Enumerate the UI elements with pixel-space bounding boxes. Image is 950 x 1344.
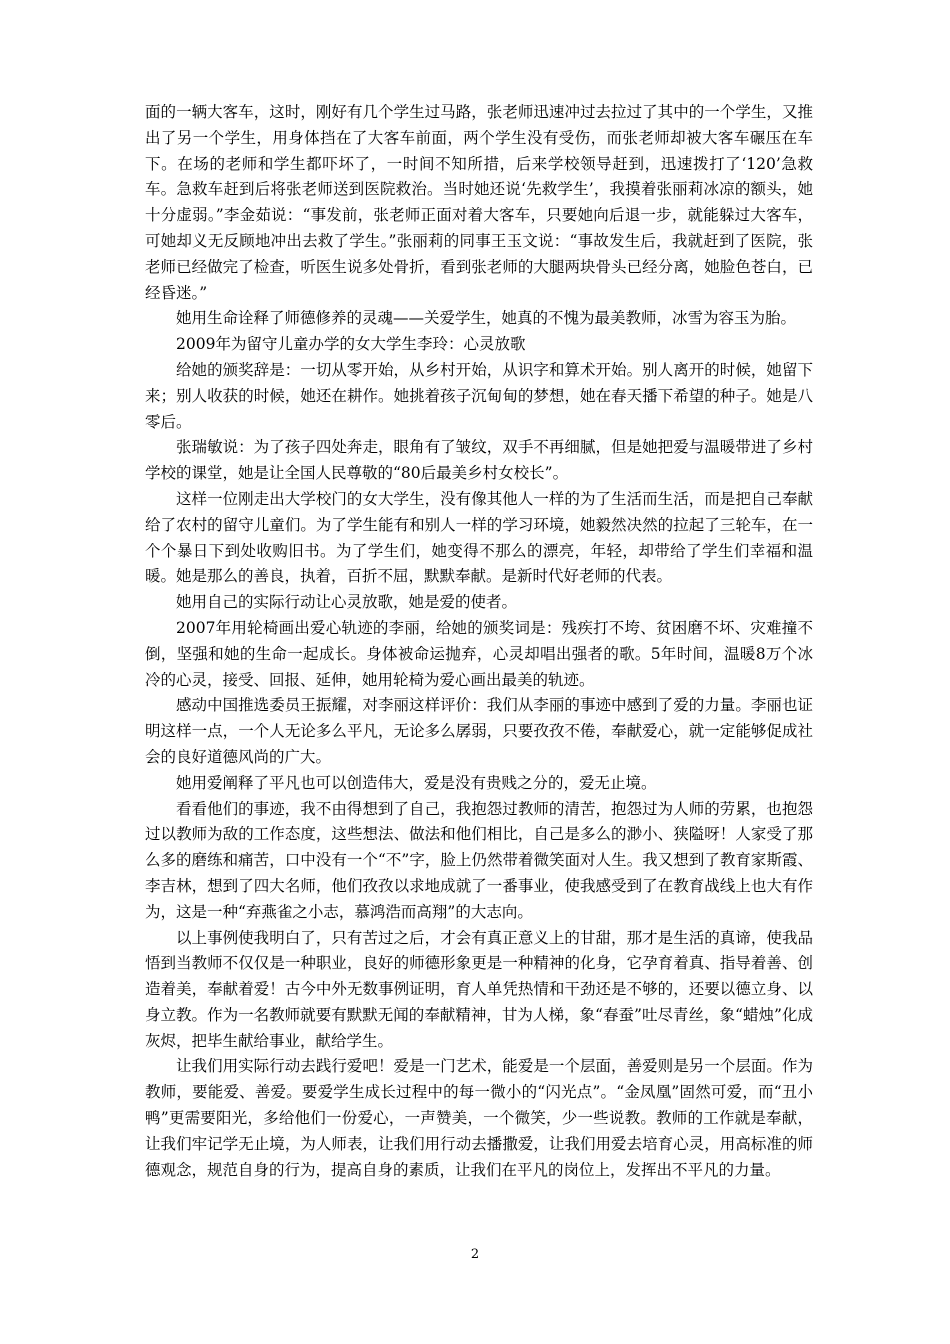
paragraph: 张瑞敏说：为了孩子四处奔走，眼角有了皱纹，双手不再细腻，但是她把爱与温暖带进了乡村学校的课堂，她是让全国人民尊敬的“80后最美乡村女校长”。: [145, 438, 813, 483]
section-heading: 2009年为留守儿童办学的女大学生李玲：心灵放歌: [176, 335, 526, 354]
paragraph: 这样一位刚走出大学校门的女大学生，没有像其他人一样的为了生活而生活，而是把自己奉献给了农村的留守儿童们。为了学生能有和别人一样的学习环境，她毅然决然的拉起了三轮车，在一个个暴日下到处收购旧书。为了学生们，她变得不那么的漂亮，年轻，却带给了学生们幸福和温暖。她是那么的善良，执着，百折不屈，默默奉献。是新时代好老师的代表。: [145, 489, 813, 586]
paragraph-continued: 面的一辆大客车，这时，刚好有几个学生过马路，张老师迅速冲过去拉过了其中的一个学生，又推出了另一个学生，用身体挡在了大客车前面，两个学生没有受伤，而张老师却被大客车碾压在车下。在场的老师和学生都吓坏了，一时间不知所措，后来学校领导赶到，迅速拨打了‘120’急救车。急救车赶到后将张老师送到医院救治。当时她还说‘先救学生’，我摸着张丽莉冰凉的额头，她十分虚弱。”李金茹说：“事发前，张老师正面对着大客车，只要她向后退一步，就能躲过大客车，可她却义无反顾地冲出去救了学生。”张丽莉的同事王玉文说：“事故发生后，我就赶到了医院，张老师已经做完了检查，听医生说多处骨折，看到张老师的大腿两块骨头已经分离，她脸色苍白，已经昏迷。”: [145, 103, 813, 302]
page-number: 2: [470, 1247, 480, 1262]
paragraph: 她用自己的实际行动让心灵放歌，她是爱的使者。: [176, 593, 518, 612]
paragraph: 她用爱阐释了平凡也可以创造伟大，爱是没有贵贱之分的，爱无止境。: [176, 773, 657, 792]
paragraph: 她用生命诠释了师德修养的灵魂——关爱学生，她真的不愧为最美教师，冰雪为容玉为胎。: [176, 309, 797, 328]
paragraph: 让我们用实际行动去践行爱吧！爱是一门艺术，能爱是一个层面，善爱则是另一个层面。作为教师，要能爱、善爱。要爱学生成长过程中的每一微小的“闪光点”。“金凤凰”固然可爱，而“丑小鸭”更需要阳光，多给他们一份爱心，一声赞美，一个微笑，少一些说教。教师的工作就是奉献，让我们牢记学无止境，为人师表，让我们用行动去播撒爱，让我们用爱去培育心灵，用高标准的师德观念，规范自身的行为，提高自身的素质，让我们在平凡的岗位上，发挥出不平凡的力量。: [145, 1057, 813, 1179]
paragraph: 看看他们的事迹，我不由得想到了自己，我抱怨过教师的清苦，抱怨过为人师的劳累，也抱怨过以教师为敌的工作态度，这些想法、做法和他们相比，自己是多么的渺小、狭隘呀！人家受了那么多的磨练和痛苦，口中没有一个“不”字，脸上仍然带着微笑面对人生。我又想到了教育家斯霞、李吉林，想到了四大名师，他们孜孜以求地成就了一番事业，使我感受到了在教育战线上也大有作为，这是一种“弃燕雀之小志，慕鸿浩而高翔”的大志向。: [145, 799, 813, 921]
paragraph: 感动中国推选委员王振耀，对李丽这样评价：我们从李丽的事迹中感到了爱的力量。李丽也证明这样一点，一个人无论多么平凡，无论多么孱弱，只要孜孜不倦，奉献爱心，就一定能够促成社会的良好道德风尚的广大。: [145, 696, 813, 766]
paragraph: 2007年用轮椅画出爱心轨迹的李丽，给她的颁奖词是：残疾打不垮、贫困磨不坏、灾难撞不倒，坚强和她的生命一起成长。身体被命运抛弃，心灵却唱出强者的歌。5年时间，温暖8万个冰冷的心灵，接受、回报、延伸，她用轮椅为爱心画出最美的轨迹。: [145, 618, 813, 689]
document-body: [145, 100, 813, 1183]
paragraph: 给她的颁奖辞是：一切从零开始，从乡村开始，从识字和算术开始。别人离开的时候，她留下来；别人收获的时候，她还在耕作。她挑着孩子沉甸甸的梦想，她在春天播下希望的种子。她是八零后。: [145, 360, 813, 431]
paragraph: 以上事例使我明白了，只有苦过之后，才会有真正意义上的甘甜，那才是生活的真谛，使我品悟到当教师不仅仅是一种职业，良好的师德形象更是一种精神的化身，它孕育着真、指导着善、创造着美，奉献着爱！古今中外无数事例证明，育人单凭热情和干劲还是不够的，还要以德立身、以身立教。作为一名教师就要有默默无闻的奉献精神，甘为人梯，象“春蚕”吐尽青丝，象“蜡烛”化成灰烬，把毕生献给事业，献给学生。: [145, 928, 813, 1050]
